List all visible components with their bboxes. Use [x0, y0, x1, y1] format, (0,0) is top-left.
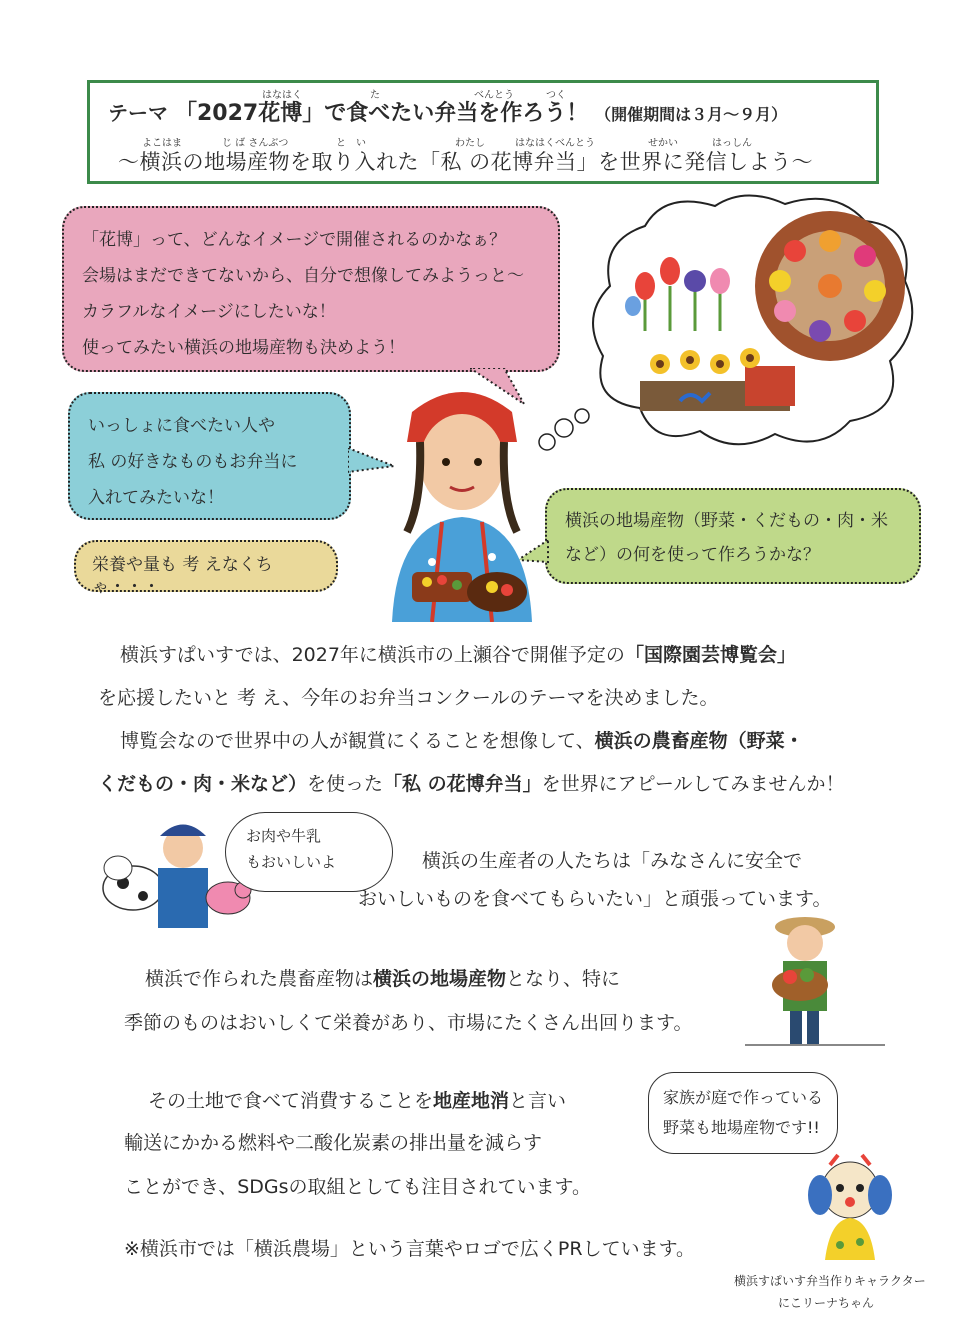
speech-bubble-pink — [62, 206, 560, 372]
text-emphasis: くだもの・肉・米など） — [98, 773, 308, 795]
girl-with-bento-illustration — [372, 382, 552, 622]
ruby-jibasanbutsu: じ ば さんぶつ — [222, 138, 289, 149]
note-yokohama-farm: ※横浜市では「横浜農場」という言葉やロゴで広くPRしています。 — [124, 1238, 696, 1260]
speech-bubble-farmer — [225, 812, 393, 892]
paragraph-2-line-1: 横浜の生産者の人たちは「みなさんに安全で — [422, 850, 803, 872]
speech-bubble-family — [648, 1072, 838, 1154]
ruby-ta: た — [370, 90, 380, 101]
ruby-hasshin: はっしん — [712, 138, 752, 149]
ruby-watashi: わたし — [455, 138, 485, 149]
paragraph-3-line-1 — [145, 964, 620, 991]
text-emphasis: 「私 の花博弁当」 — [383, 773, 542, 795]
text: となり、特に — [506, 968, 621, 990]
ruby-yokohama: よこはま — [142, 138, 182, 149]
paragraph-1-line-3 — [120, 726, 804, 753]
paragraph-4-line-1 — [148, 1086, 566, 1113]
ruby-tsuku: つく — [546, 90, 566, 101]
text-emphasis: 横浜の地場産物 — [373, 968, 507, 990]
paragraph-3-line-2: 季節のものはおいしくて栄養があり、市場にたくさん出回ります。 — [124, 1012, 693, 1034]
thought-cloud-illustration — [585, 186, 925, 456]
bubble-line: 横浜の地場産物（野菜・くだもの・肉・米 — [565, 511, 888, 531]
ruby-bentou: べんとう — [474, 90, 514, 101]
text-emphasis: 地産地消 — [433, 1090, 510, 1112]
bubble-line: 会場はまだできてないから、自分で想像してみようっと〜 — [82, 266, 524, 286]
bubble-line: もおいしいよ — [246, 853, 337, 871]
paragraph-1-line-2: を応援したいと 考 え、今年のお弁当コンクールのテーマを決めました。 — [98, 687, 719, 709]
theme-subtitle: 〜横浜の地場産物を取り入れた「私 の花博弁当」を世界に発信しよう〜 — [118, 150, 814, 174]
bubble-line: お肉や牛乳 — [246, 827, 322, 845]
bubble-line: など）の何を使って作ろうかな？ — [565, 545, 820, 565]
paragraph-2-line-2: おいしいものを食べてもらいたい」と頑張っています。 — [358, 888, 832, 910]
ruby-sekai: せかい — [648, 138, 678, 149]
theme-title-line — [108, 96, 787, 127]
bubble-line: 入れてみたいな！ — [88, 488, 224, 508]
theme-period: （開催期間は３月〜９月） — [595, 105, 788, 124]
text: 横浜で作られた農畜産物は — [145, 968, 374, 990]
ruby-toi: と い — [336, 138, 366, 149]
bubble-line: 野菜も地場産物です!! — [663, 1118, 820, 1137]
bubble-line: 「花博」って、どんなイメージで開催されるのかなぁ？ — [82, 230, 507, 250]
text-emphasis: 「国際園芸博覧会」 — [624, 644, 796, 666]
bubble-line: カラフルなイメージにしたいな！ — [82, 302, 336, 322]
character-nikoriina-illustration — [800, 1150, 900, 1265]
flower-wreath-illustration — [755, 211, 905, 361]
ruby-hanahakubentou: はなはくべんとう — [515, 138, 595, 149]
farmer-with-vegetables-illustration — [745, 905, 885, 1055]
text-emphasis: 横浜の農畜産物（野菜・ — [594, 730, 804, 752]
bubble-line: 使ってみたい横浜の地場産物も決めよう！ — [82, 338, 405, 358]
bubble-line: 私 の好きなものもお弁当に — [88, 452, 298, 472]
paragraph-1-line-1 — [120, 640, 796, 667]
paragraph-4-line-3: ことができ、SDGsの取組としても注目されています。 — [124, 1176, 592, 1198]
bubble-line: 家族が庭で作っている — [663, 1088, 824, 1107]
text: その土地で食べて消費することを — [148, 1090, 434, 1112]
theme-prefix: テーマ — [108, 101, 168, 125]
text: 横浜すぱいすでは、2027年に横浜市の上瀬谷で開催予定の — [120, 644, 625, 666]
paragraph-1-line-4 — [98, 769, 845, 796]
caption-character-line-1: 横浜すぱいす弁当作りキャラクター — [734, 1274, 926, 1288]
speech-bubble-green — [545, 488, 921, 584]
speech-bubble-yellow — [74, 540, 338, 597]
speech-bubble-blue — [68, 392, 351, 520]
paragraph-4-line-2: 輸送にかかる燃料や二酸化炭素の排出量を減らす — [124, 1132, 543, 1154]
bubble-line: 栄養や量も 考 えなくちゃ・・・ — [92, 555, 273, 597]
caption-character-name: にこリーナちゃん — [778, 1296, 875, 1310]
text: 博覧会なので世界中の人が観賞にくることを想像して、 — [120, 730, 595, 752]
ruby-hanahaku: はなはく — [262, 90, 302, 101]
text: を世界にアピールしてみませんか！ — [541, 773, 845, 795]
text: を使った — [307, 773, 384, 795]
bubble-line: いっしょに食べたい人や — [88, 416, 275, 436]
text: と言い — [509, 1090, 567, 1112]
theme-title: 「2027花博」で食べたい弁当を作ろう！ — [174, 101, 589, 126]
